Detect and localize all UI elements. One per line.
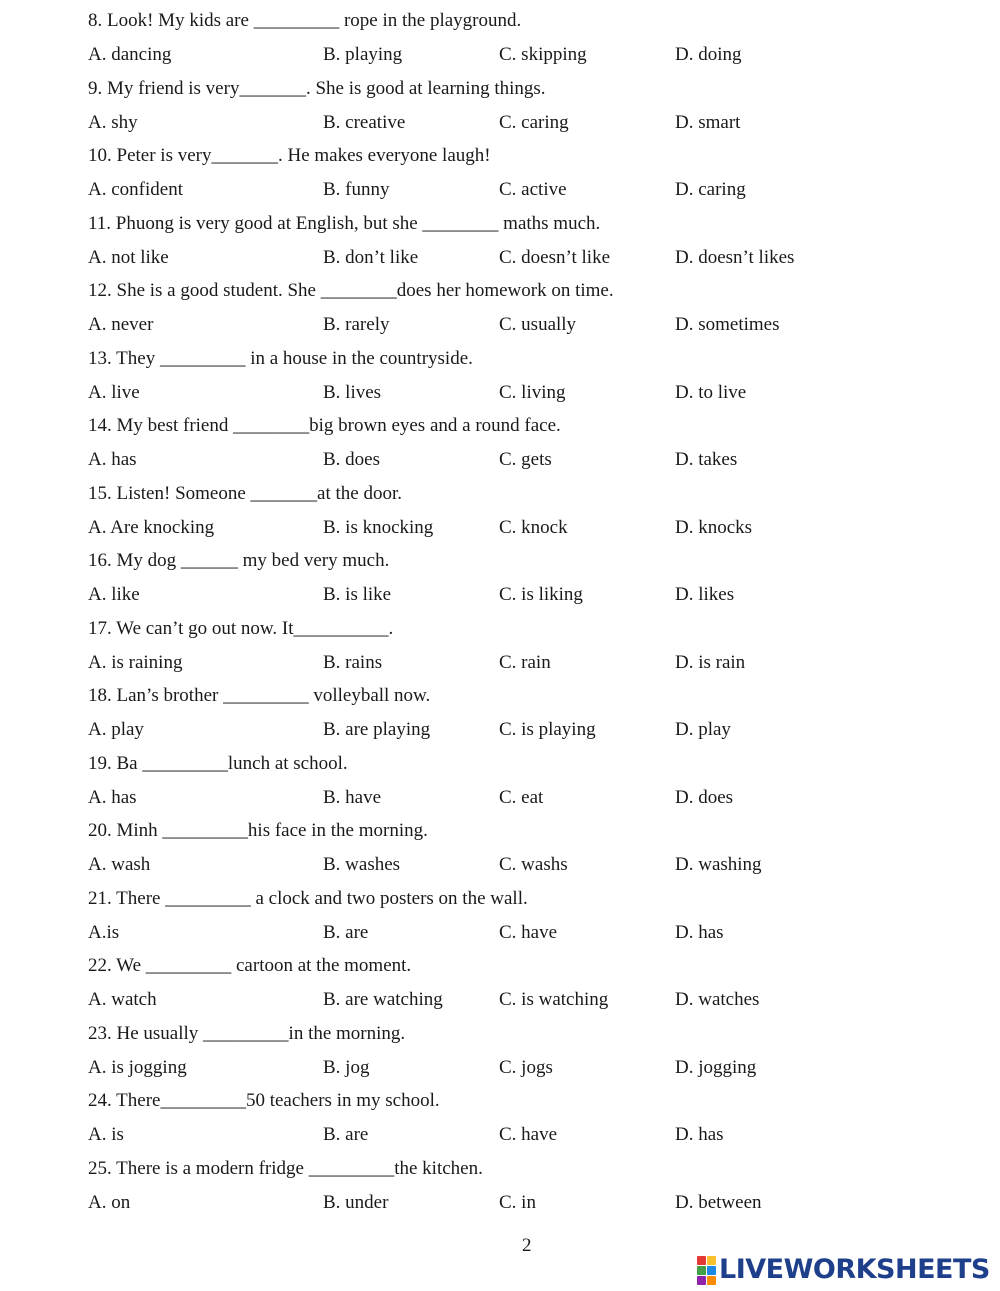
option-b[interactable]: B. funny [323, 179, 390, 200]
option-c[interactable]: C. washs [499, 854, 568, 875]
option-d[interactable]: D. is rain [675, 652, 746, 673]
question-text: 23. He usually _________in the morning. [88, 1023, 406, 1044]
option-c[interactable]: C. have [499, 1124, 558, 1145]
option-c[interactable]: C. eat [499, 787, 544, 808]
question-text: 12. She is a good student. She ________does her homework on time. [88, 280, 614, 301]
option-a[interactable]: A. shy [88, 112, 138, 133]
logo-block [697, 1256, 706, 1265]
option-a[interactable]: A. on [88, 1192, 131, 1213]
option-a[interactable]: A. has [88, 449, 137, 470]
option-c[interactable]: C. skipping [499, 44, 587, 65]
option-b[interactable]: B. are watching [323, 989, 443, 1010]
logo-block [707, 1276, 716, 1285]
question-text: 9. My friend is very_______. She is good at learning things. [88, 78, 546, 99]
option-a[interactable]: A. never [88, 314, 154, 335]
question-text: 21. There _________ a clock and two posters on the wall. [88, 888, 528, 909]
question-text: 18. Lan’s brother _________ volleyball now. [88, 685, 431, 706]
liveworksheets-logo-icon [697, 1256, 716, 1285]
option-b[interactable]: B. rarely [323, 314, 390, 335]
option-b[interactable]: B. creative [323, 112, 406, 133]
option-a[interactable]: A. has [88, 787, 137, 808]
option-c[interactable]: C. rain [499, 652, 551, 673]
logo-block [697, 1266, 706, 1275]
option-c[interactable]: C. have [499, 922, 558, 943]
question-text: 19. Ba _________lunch at school. [88, 753, 348, 774]
question-text: 10. Peter is very_______. He makes everyone laugh! [88, 145, 491, 166]
option-b[interactable]: B. don’t like [323, 247, 419, 268]
option-a[interactable]: A. not like [88, 247, 169, 268]
question-text: 20. Minh _________his face in the morning. [88, 820, 428, 841]
option-b[interactable]: B. playing [323, 44, 403, 65]
option-c[interactable]: C. jogs [499, 1057, 553, 1078]
question-text: 15. Listen! Someone _______at the door. [88, 483, 402, 504]
question-text: 14. My best friend ________big brown eyes and a round face. [88, 415, 561, 436]
option-c[interactable]: C. gets [499, 449, 552, 470]
logo-block [707, 1266, 716, 1275]
question-text: 25. There is a modern fridge _________the kitchen. [88, 1158, 483, 1179]
option-d[interactable]: D. likes [675, 584, 735, 605]
option-d[interactable]: D. doesn’t likes [675, 247, 795, 268]
option-b[interactable]: B. washes [323, 854, 401, 875]
option-c[interactable]: C. in [499, 1192, 536, 1213]
option-d[interactable]: D. does [675, 787, 734, 808]
liveworksheets-logo[interactable] [697, 1255, 990, 1285]
option-b[interactable]: B. is like [323, 584, 392, 605]
page-number: 2 [522, 1235, 532, 1256]
option-b[interactable]: B. rains [323, 652, 383, 673]
option-c[interactable]: C. doesn’t like [499, 247, 611, 268]
question-text: 17. We can’t go out now. It__________. [88, 618, 394, 639]
question-text: 13. They _________ in a house in the countryside. [88, 348, 473, 369]
logo-block [707, 1256, 716, 1265]
option-a[interactable]: A. watch [88, 989, 157, 1010]
option-a[interactable]: A.is [88, 922, 120, 943]
option-a[interactable]: A. live [88, 382, 140, 403]
option-d[interactable]: D. smart [675, 112, 741, 133]
option-b[interactable]: B. is knocking [323, 517, 434, 538]
option-a[interactable]: A. play [88, 719, 144, 740]
option-a[interactable]: A. like [88, 584, 140, 605]
option-c[interactable]: C. is watching [499, 989, 609, 1010]
option-d[interactable]: D. knocks [675, 517, 753, 538]
option-c[interactable]: C. caring [499, 112, 569, 133]
option-d[interactable]: D. washing [675, 854, 762, 875]
option-a[interactable]: A. wash [88, 854, 151, 875]
option-b[interactable]: B. lives [323, 382, 382, 403]
option-c[interactable]: C. living [499, 382, 566, 403]
option-b[interactable]: B. are playing [323, 719, 431, 740]
option-d[interactable]: D. has [675, 922, 724, 943]
option-a[interactable]: A. is [88, 1124, 124, 1145]
question-text: 24. There_________50 teachers in my school. [88, 1090, 440, 1111]
option-b[interactable]: B. does [323, 449, 380, 470]
logo-block [697, 1276, 706, 1285]
option-b[interactable]: B. under [323, 1192, 389, 1213]
question-text: 16. My dog ______ my bed very much. [88, 550, 390, 571]
option-d[interactable]: D. watches [675, 989, 760, 1010]
option-d[interactable]: D. jogging [675, 1057, 757, 1078]
option-d[interactable]: D. to live [675, 382, 747, 403]
option-d[interactable]: D. between [675, 1192, 762, 1213]
option-d[interactable]: D. has [675, 1124, 724, 1145]
option-c[interactable]: C. knock [499, 517, 568, 538]
option-d[interactable]: D. sometimes [675, 314, 780, 335]
option-b[interactable]: B. have [323, 787, 382, 808]
logo-text: LIVEWORKSHEETS [719, 1254, 990, 1285]
option-d[interactable]: D. doing [675, 44, 742, 65]
option-a[interactable]: A. Are knocking [88, 517, 215, 538]
option-a[interactable]: A. is jogging [88, 1057, 187, 1078]
option-a[interactable]: A. confident [88, 179, 183, 200]
option-b[interactable]: B. are [323, 922, 369, 943]
option-d[interactable]: D. play [675, 719, 731, 740]
question-text: 8. Look! My kids are _________ rope in the playground. [88, 10, 522, 31]
option-d[interactable]: D. caring [675, 179, 746, 200]
option-b[interactable]: B. are [323, 1124, 369, 1145]
option-c[interactable]: C. is playing [499, 719, 596, 740]
option-c[interactable]: C. is liking [499, 584, 583, 605]
option-a[interactable]: A. dancing [88, 44, 172, 65]
option-d[interactable]: D. takes [675, 449, 738, 470]
option-c[interactable]: C. usually [499, 314, 577, 335]
option-b[interactable]: B. jog [323, 1057, 370, 1078]
option-c[interactable]: C. active [499, 179, 567, 200]
option-a[interactable]: A. is raining [88, 652, 183, 673]
question-text: 22. We _________ cartoon at the moment. [88, 955, 412, 976]
question-text: 11. Phuong is very good at English, but she ________ maths much. [88, 213, 601, 234]
